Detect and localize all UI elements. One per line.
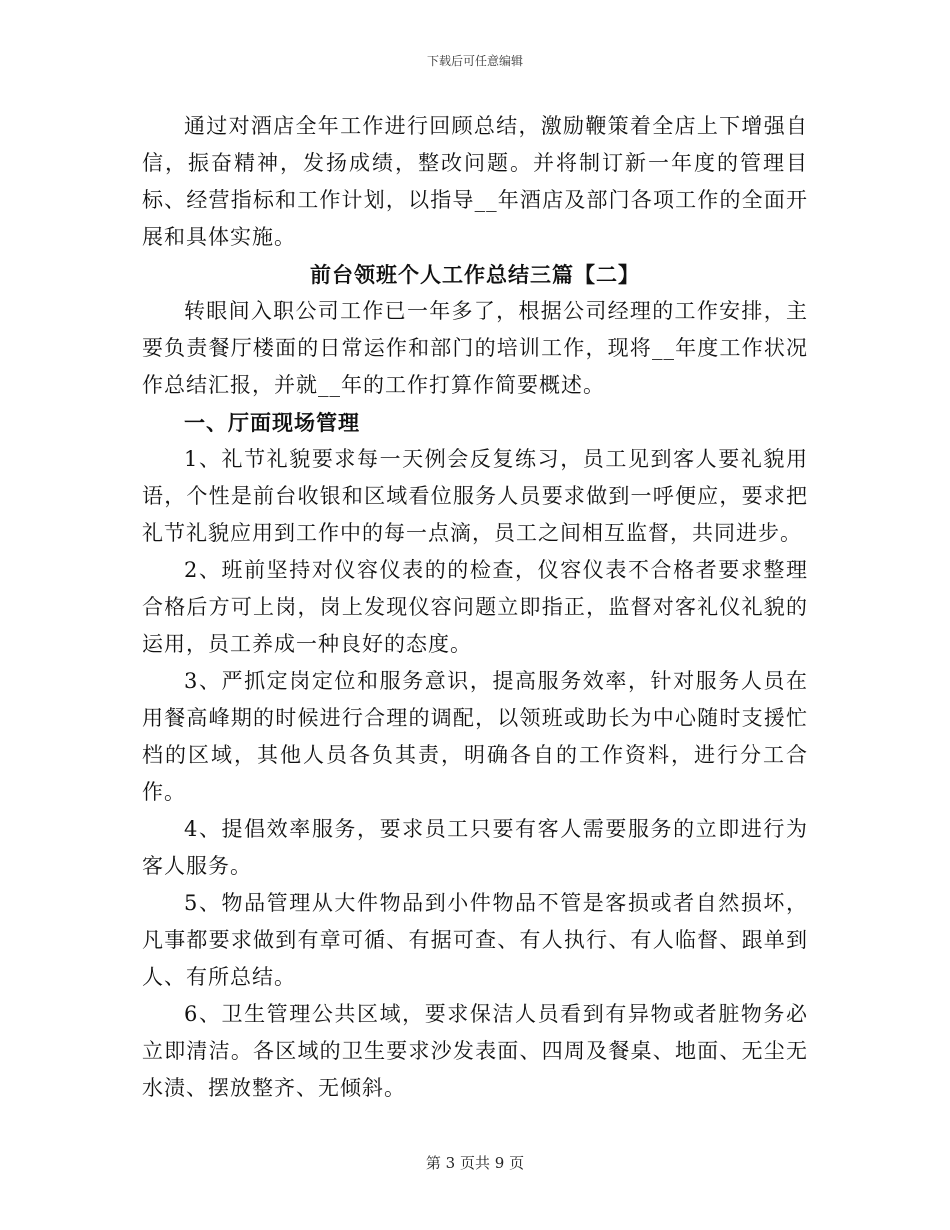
opening-paragraph: 转眼间入职公司工作已一年多了，根据公司经理的工作安排，主要负责餐厅楼面的日常运作和部门的培训工作，现将__年度工作状况作总结汇报，并就__年的工作打算作简要概述。 [142, 299, 808, 397]
list-item: 5、物品管理从大件物品到小件物品不管是客损或者自然损坏，凡事都要求做到有章可循、有据可查、有人执行、有人临督、跟单到人、有所总结。 [142, 891, 808, 989]
page-footer: 第 3 页共 9 页 [425, 1154, 525, 1172]
intro-paragraph: 通过对酒店全年工作进行回顾总结，激励鞭策着全店上下增强自信，振奋精神，发扬成绩，整改问题。并将制订新一年度的管理目标、经营指标和工作计划，以指导__年酒店及部门各项工作的全面开展和具体实施。 [142, 114, 808, 249]
list-item: 1、礼节礼貌要求每一天例会反复练习，员工见到客人要礼貌用语，个性是前台收银和区域看位服务人员要求做到一呼便应，要求把礼节礼貌应用到工作中的每一点滴，员工之间相互监督，共同进步。 [142, 447, 808, 545]
list-item: 2、班前坚持对仪容仪表的的检查，仪容仪表不合格者要求整理合格后方可上岗，岗上发现仪容问题立即指正，监督对客礼仪礼貌的运用，员工养成一种良好的态度。 [142, 558, 808, 656]
list-item: 3、严抓定岗定位和服务意识，提高服务效率，针对服务人员在用餐高峰期的时候进行合理的调配，以领班或助长为中心随时支援忙档的区域，其他人员各负其责，明确各自的工作资料，进行分工合作。 [142, 669, 808, 804]
subheading: 一、厅面现场管理 [184, 410, 360, 435]
section-title: 前台领班个人工作总结三篇【二】 [310, 262, 640, 287]
list-item: 6、卫生管理公共区域，要求保洁人员看到有异物或者脏物务必立即清洁。各区域的卫生要求沙发表面、四周及餐桌、地面、无尘无水渍、摆放整齐、无倾斜。 [142, 1002, 808, 1100]
document-body [142, 108, 808, 1107]
page-header: 下载后可任意编辑 [426, 54, 523, 68]
list-item: 4、提倡效率服务，要求员工只要有客人需要服务的立即进行为客人服务。 [142, 817, 808, 878]
